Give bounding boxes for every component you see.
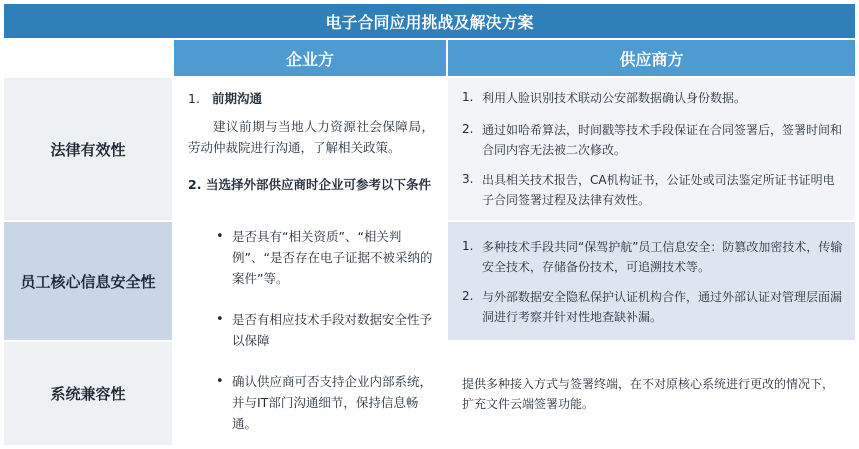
row-label-compat: 系统兼容性 <box>4 342 172 445</box>
enterprise-item1-title: 前期沟通 <box>212 91 263 106</box>
supplier-compat-text: 提供多种接入方式与签署终端，在不对原核心系统进行更改的情况下，扩充文件云端签署功能。 <box>462 377 835 411</box>
supplier-legal-num-2: 2. <box>462 122 474 136</box>
enterprise-item1-body: 建议前期与当地人力资源社会保障局，劳动仲裁院进行沟通，了解相关政策。 <box>188 119 434 155</box>
supplier-legal-num-3: 3. <box>462 172 474 186</box>
header-supplier: 供应商方 <box>448 40 855 76</box>
bullet-dot-icon: • <box>216 374 224 389</box>
enterprise-bullet-3: 确认供应商可否支持企业内部系统，并与IT部门沟通细节，保持信息畅通。 <box>232 374 433 431</box>
bullet-dot-icon: • <box>216 229 224 244</box>
supplier-legal-cell <box>448 78 855 220</box>
enterprise-cell <box>174 78 446 445</box>
supplier-security-item-2: 与外部数据安全隐私保护认证机构合作，通过外部认证对管理层面漏洞进行考察并针对性地查缺补漏。 <box>482 290 843 324</box>
supplier-security-item-1: 多种技术手段共同“保驾护航”员工信息安全：防篡改加密技术，传输安全技术，存储备份技术，可追溯技术等。 <box>482 240 843 274</box>
supplier-legal-item-3: 出具相关技术报告，CA机构证书，公证处或司法鉴定所证书证明电子合同签署过程及法律有效性。 <box>482 173 835 207</box>
supplier-security-num-2: 2. <box>462 289 474 303</box>
supplier-legal-num-1: 1. <box>462 90 474 104</box>
supplier-legal-item-2: 通过如哈希算法，时间戳等技术手段保证在合同签署后，签署时间和合同内容无法被二次修改。 <box>482 123 843 157</box>
row-label-security: 员工核心信息安全性 <box>4 222 172 340</box>
supplier-security-cell <box>448 222 855 340</box>
supplier-security-num-1: 1. <box>462 239 474 253</box>
row-label-legal: 法律有效性 <box>4 78 172 220</box>
header-blank-cell <box>4 40 172 76</box>
supplier-compat-cell <box>448 342 855 445</box>
enterprise-item1-number: 1. <box>188 91 200 106</box>
enterprise-item2-title: 当选择外部供应商时企业可参考以下条件 <box>206 177 432 192</box>
bullet-dot-icon: • <box>216 312 224 327</box>
table-title: 电子合同应用挑战及解决方案 <box>4 4 855 38</box>
solution-table <box>4 4 855 445</box>
enterprise-bullet-1: 是否具有“相关资质”、“相关判例”、“是否存在电子证据不被采纳的案件”等。 <box>232 229 433 286</box>
supplier-legal-item-1: 利用人脸识别技术联动公安部数据确认身份数据。 <box>482 91 747 105</box>
header-enterprise: 企业方 <box>174 40 446 76</box>
enterprise-bullet-2: 是否有相应技术手段对数据安全性予以保障 <box>232 312 433 348</box>
enterprise-item2-number: 2. <box>188 177 202 192</box>
